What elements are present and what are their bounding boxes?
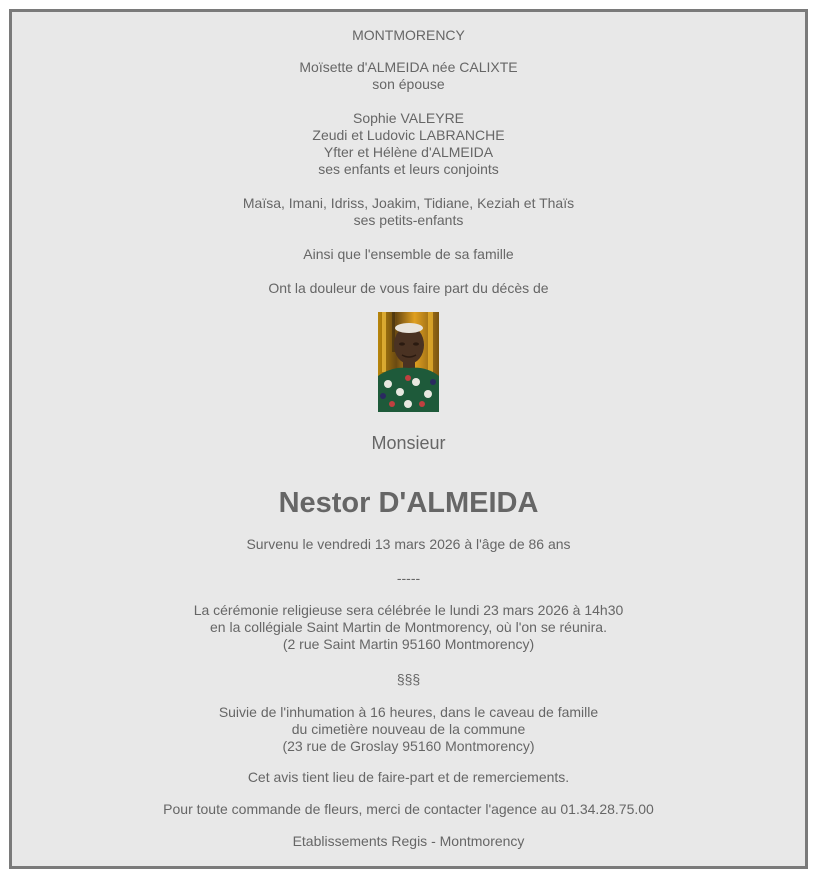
child-name: Sophie VALEYRE [352,110,465,126]
deceased-photo [378,312,439,412]
civility: Monsieur [371,433,446,453]
children-block [12,110,805,178]
death-info: Survenu le vendredi 13 mars 2026 à l'âge de 86 ans [246,536,571,552]
deceased-name: Nestor D'ALMEIDA [278,487,539,519]
separator-dashes: ----- [396,570,421,586]
child-name: Yfter et Hélène d'ALMEIDA [323,144,494,160]
spouse-block [12,59,805,93]
flowers-line: Pour toute commande de fleurs, merci de contacter l'agence au 01.34.28.75.00 [163,801,654,817]
city-heading: MONTMORENCY [352,27,465,43]
notice-line: Cet avis tient lieu de faire-part et de remerciements. [247,769,570,785]
child-name: Zeudi et Ludovic LABRANCHE [312,127,505,143]
obituary-notice [9,9,808,869]
grandchildren-relation: ses petits-enfants [353,212,464,228]
burial-block [12,704,805,755]
separator-sections: §§§ [396,671,421,687]
agency-line: Etablissements Regis - Montmorency [292,833,525,849]
grandchildren-block [12,195,805,229]
children-relation: ses enfants et leurs conjoints [318,161,499,177]
burial-address: (23 rue de Groslay 95160 Montmorency) [282,738,535,754]
announcement-line: Ont la douleur de vous faire part du décès de [268,280,549,296]
ceremony-line: en la collégiale Saint Martin de Montmorency, où l'on se réunira. [210,619,607,635]
ceremony-line: La cérémonie religieuse sera célébrée le lundi 23 mars 2026 à 14h30 [193,602,624,618]
burial-line: du cimetière nouveau de la commune [291,721,526,737]
burial-line: Suivie de l'inhumation à 16 heures, dans le caveau de famille [218,704,599,720]
ceremony-address: (2 rue Saint Martin 95160 Montmorency) [282,636,535,652]
spouse-name: Moïsette d'ALMEIDA née CALIXTE [299,59,518,75]
family-line: Ainsi que l'ensemble de sa famille [303,246,514,262]
spouse-relation: son épouse [372,76,445,92]
grandchildren-names: Maïsa, Imani, Idriss, Joakim, Tidiane, Keziah et Thaïs [242,195,575,211]
ceremony-block [12,602,805,653]
